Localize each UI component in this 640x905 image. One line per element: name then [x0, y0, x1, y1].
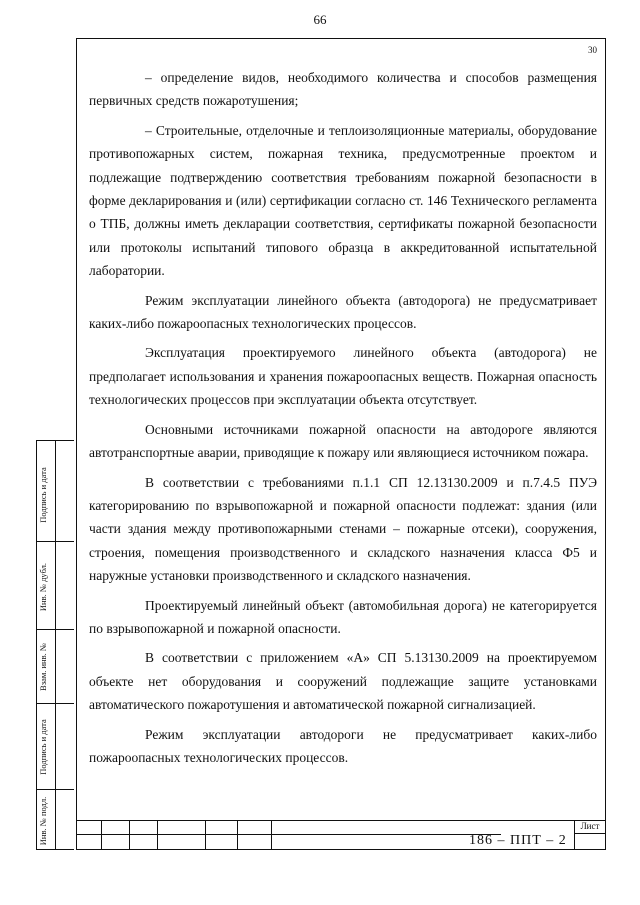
signature-date-label: Подпись и дата — [38, 467, 48, 523]
sheet-number: 30 — [588, 45, 597, 55]
side-row-divider — [37, 541, 74, 542]
document-code: 186 – ППТ – 2 — [469, 833, 567, 848]
paragraph: Эксплуатация проектируемого линейного объекта (автодорога) не предполагает использования и хранения пожароопасных веществ. Пожарная опасность технологических процессов при эксплуатации объекта отсутствует. — [89, 345, 597, 408]
stamp-divider — [205, 821, 206, 849]
paragraph: В соответствии с требованиями п.1.1 СП 12.13130.2009 и п.7.4.5 ПУЭ категорированию по взрывопожарной и пожарной опасности подлежат: здания (или части здания между противопожарными стенами – пожарные отсеки), сооружения, строения, помещения производственного и складского назначения класса Ф5 и наружные установки производственного и складского назначения. — [89, 474, 597, 584]
stamp-divider — [129, 821, 130, 849]
title-block — [77, 820, 605, 849]
document-frame — [76, 38, 606, 850]
paragraph: Основными источниками пожарной опасности на автодороге являются автотранспортные аварии, приводящие к пожару или являющиеся источником пожара. — [89, 421, 597, 461]
stamp-divider — [271, 821, 272, 849]
paragraph: Проектируемый линейный объект (автомобильная дорога) не категорируется по взрывопожарной и пожарной опасности. — [89, 597, 597, 636]
signature-date-label: Подпись и дата — [38, 719, 48, 775]
stamp-divider — [237, 821, 238, 849]
vzam-inv-label: Взам. инв. № — [38, 643, 48, 691]
side-stamp — [36, 440, 74, 850]
inv-dup-label: Инв. № дубл. — [38, 562, 48, 612]
side-col-divider — [55, 441, 56, 849]
paragraph: Режим эксплуатации линейного объекта (автодорога) не предусматривает каких-либо пожароопасных технологических процессов. — [89, 292, 597, 332]
stamp-divider — [157, 821, 158, 849]
stamp-row-divider — [77, 834, 501, 835]
document-body — [89, 66, 597, 769]
sheet-label: Лист — [575, 821, 605, 834]
stamp-divider — [101, 821, 102, 849]
inv-orig-label: Инв. № подл. — [38, 796, 48, 846]
sheet-cell — [574, 821, 605, 849]
paragraph: Режим эксплуатации автодороги не предусматривает каких-либо пожароопасных технологических процессов. — [89, 726, 597, 765]
paragraph: В соответствии с приложением «А» СП 5.13130.2009 на проектируемом объекте нет оборудования и сооружений подлежащие защите установками автоматического пожаротушения и автоматической пожарной сигнализацией. — [89, 650, 597, 713]
page-number: 66 — [313, 12, 327, 27]
paragraph: – Строительные, отделочные и теплоизоляционные материалы, оборудование противопожарных систем, пожарная техника, предусмотренные проектом и подлежащие подтверждению соответствия требованиям пожарной безопасности в форме декларирования и (или) сертификации согласно ст. 146 Технического регламента о ТПБ, должны иметь декларации соответствия, сертификаты пожарной безопасности или протоколы испытаний типового образца в аккредитованной испытательной лаборатории. — [89, 122, 597, 279]
paragraph: – определение видов, необходимого количества и способов размещения первичных средств пожаротушения; — [89, 70, 597, 109]
